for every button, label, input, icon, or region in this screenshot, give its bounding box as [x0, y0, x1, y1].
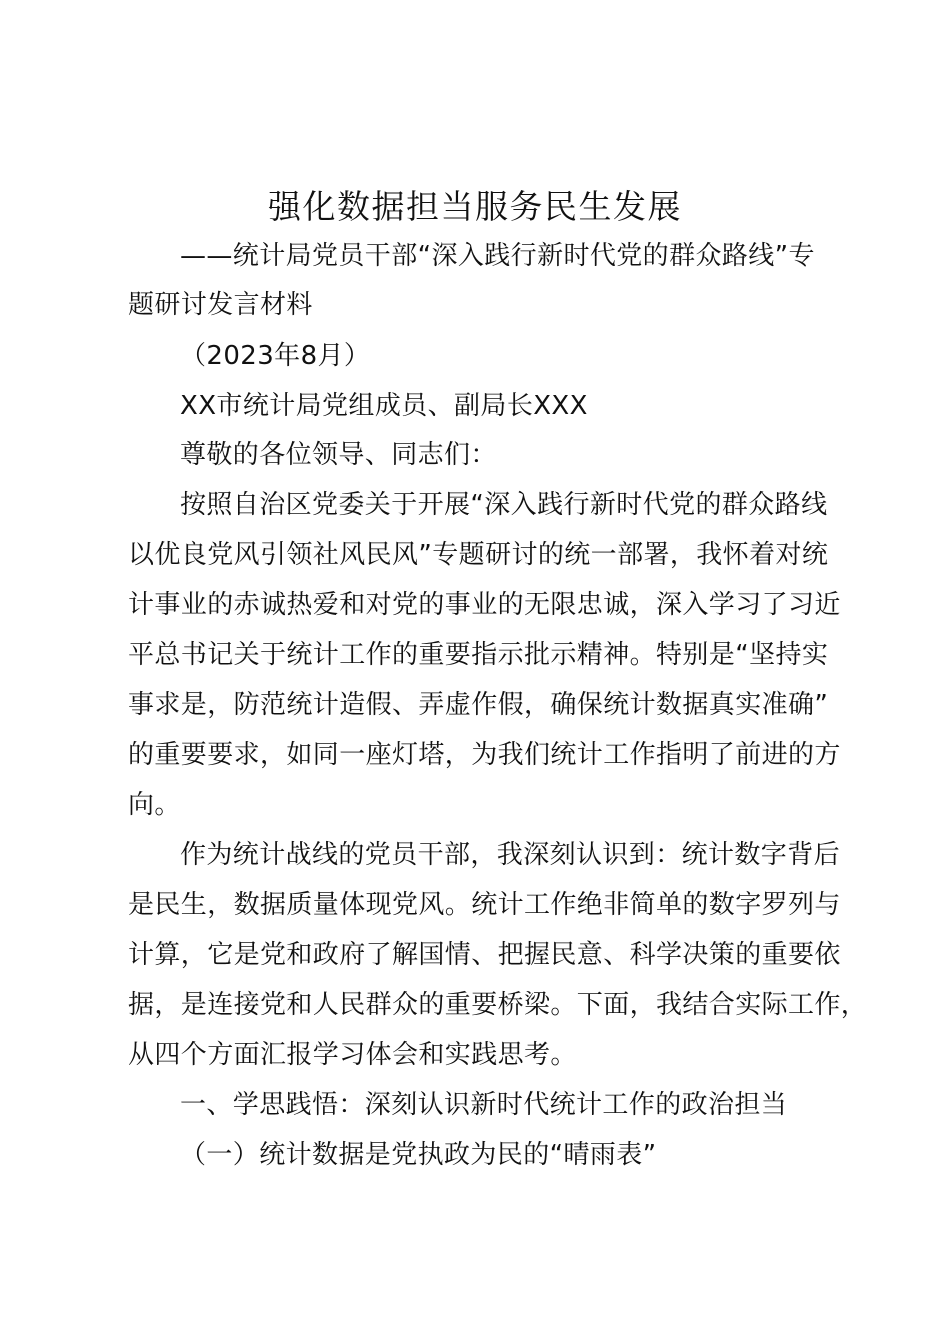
document-title: 强化数据担当服务民生发展	[268, 187, 682, 226]
paragraph2-line: 从四个方面汇报学习体会和实践思考。	[128, 1040, 577, 1070]
paragraph1-line: 向。	[128, 790, 181, 820]
paragraph2-line: 是民生，数据质量体现党风。统计工作绝非简单的数字罗列与	[128, 890, 841, 920]
document-date: （2023年8月）	[180, 341, 371, 371]
paragraph1-line: 按照自治区党委关于开展“深入践行新时代党的群众路线	[180, 490, 828, 520]
paragraph2-line: 计算，它是党和政府了解国情、把握民意、科学决策的重要依	[128, 940, 841, 970]
section-heading: 一、学思践悟：深刻认识新时代统计工作的政治担当	[180, 1090, 788, 1120]
subtitle-line-2: 题研讨发言材料	[128, 290, 313, 320]
subtitle-line-1: ——统计局党员干部“深入践行新时代党的群众路线”专	[180, 241, 815, 271]
paragraph1-line: 计事业的赤诚热爱和对党的事业的无限忠诚，深入学习了习近	[128, 590, 841, 620]
paragraph1-line: 以优良党风引领社风民风”专题研讨的统一部署，我怀着对统	[128, 540, 829, 570]
paragraph2-line: 据，是连接党和人民群众的重要桥梁。下面，我结合实际工作，	[128, 990, 868, 1020]
paragraph1-line: 的重要要求，如同一座灯塔，为我们统计工作指明了前进的方	[128, 740, 841, 770]
subsection-heading: （一）统计数据是党执政为民的“晴雨表”	[180, 1140, 657, 1170]
paragraph1-line: 平总书记关于统计工作的重要指示批示精神。特别是“坚持实	[128, 640, 829, 670]
author-line: XX市统计局党组成员、副局长XXX	[180, 391, 588, 421]
paragraph1-line: 事求是，防范统计造假、弄虚作假，确保统计数据真实准确”	[128, 690, 829, 720]
paragraph2-line: 作为统计战线的党员干部，我深刻认识到：统计数字背后	[180, 840, 841, 870]
salutation: 尊敬的各位领导、同志们：	[180, 440, 497, 470]
